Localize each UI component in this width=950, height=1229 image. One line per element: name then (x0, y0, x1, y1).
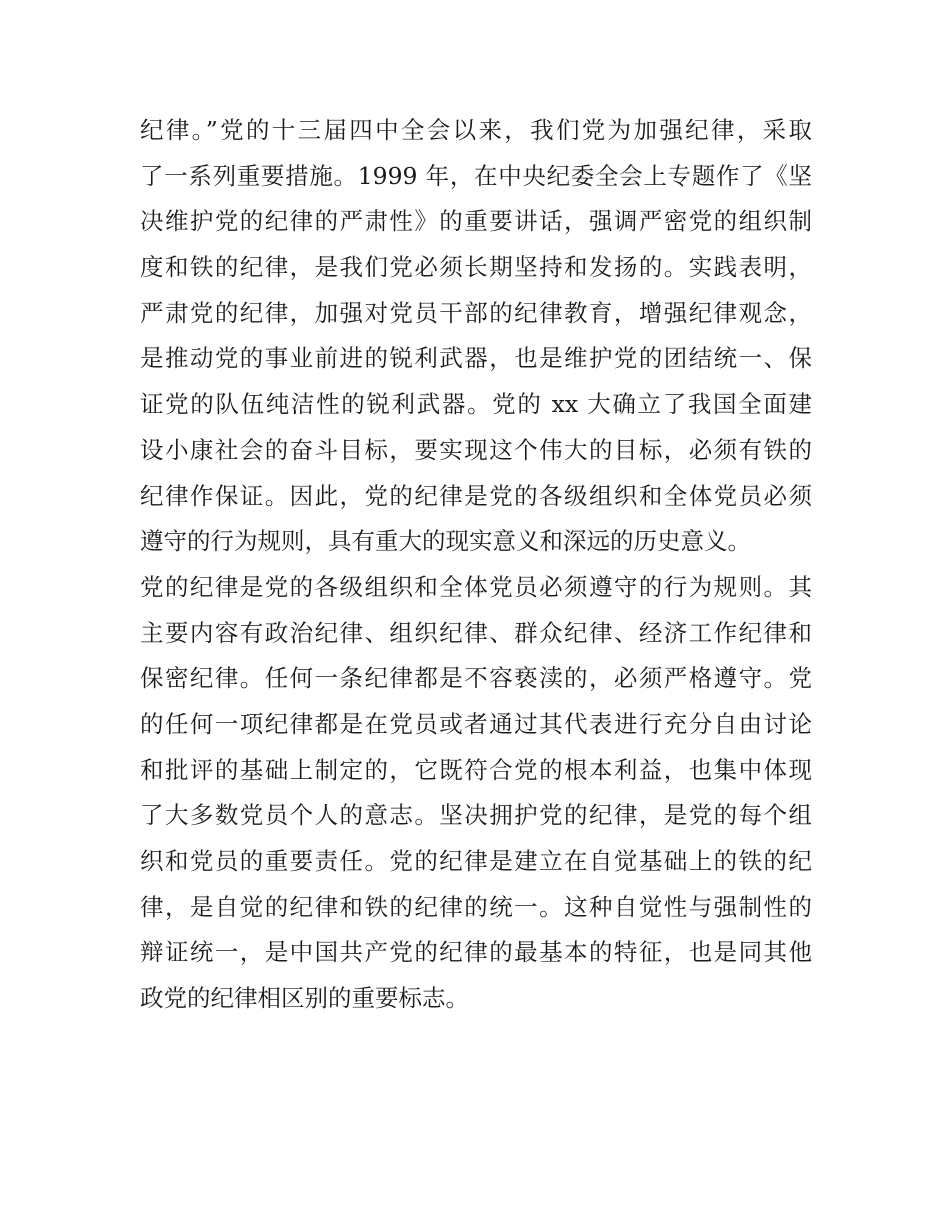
text-line: 遵守的行为规则，具有重大的现实意义和深远的历史意义。 (140, 527, 751, 556)
text-line: 党的纪律是党的各级组织和全体党员必须遵守的行为规则。其 (140, 572, 812, 601)
text-line: 的任何一项纪律都是在党员或者通过其代表进行充分自由讨论 (140, 709, 812, 738)
text-line: 决维护党的纪律的严肃性》的重要讲话，强调严密党的组织制 (140, 207, 812, 236)
text-line: 和批评的基础上制定的，它既符合党的根本利益，也集中体现 (140, 755, 812, 784)
paragraph-1 (140, 108, 812, 565)
text-line: 是推动党的事业前进的锐利武器，也是维护党的团结统一、保 (140, 344, 812, 373)
text-line: 设小康社会的奋斗目标，要实现这个伟大的目标，必须有铁的 (140, 435, 812, 464)
text-line: 辩证统一，是中国共产党的纪律的最基本的特征，也是同其他 (140, 938, 812, 967)
text-line: 政党的纪律相区别的重要标志。 (140, 984, 469, 1013)
text-line: 严肃党的纪律，加强对党员干部的纪律教育，增强纪律观念， (140, 298, 812, 327)
text-line: 保密纪律。任何一条纪律都是不容亵渎的，必须严格遵守。党 (140, 664, 812, 693)
document-body (140, 108, 812, 1022)
paragraph-2 (140, 565, 812, 1022)
text-line: 律，是自觉的纪律和铁的纪律的统一。这种自觉性与强制性的 (140, 892, 812, 921)
text-line: 纪律作保证。因此，党的纪律是党的各级组织和全体党员必须 (140, 481, 812, 510)
text-line: 证党的队伍纯洁性的锐利武器。党的 xx 大确立了我国全面建 (140, 390, 812, 419)
text-line: 主要内容有政治纪律、组织纪律、群众纪律、经济工作纪律和 (140, 618, 812, 647)
text-line: 了一系列重要措施。1999 年，在中央纪委全会上专题作了《坚 (140, 161, 812, 190)
text-line: 度和铁的纪律，是我们党必须长期坚持和发扬的。实践表明， (140, 253, 812, 282)
text-line: 纪律。”党的十三届四中全会以来，我们党为加强纪律，采取 (140, 116, 812, 144)
text-line: 织和党员的重要责任。党的纪律是建立在自觉基础上的铁的纪 (140, 847, 812, 875)
text-line: 了大多数党员个人的意志。坚决拥护党的纪律，是党的每个组 (140, 801, 812, 830)
